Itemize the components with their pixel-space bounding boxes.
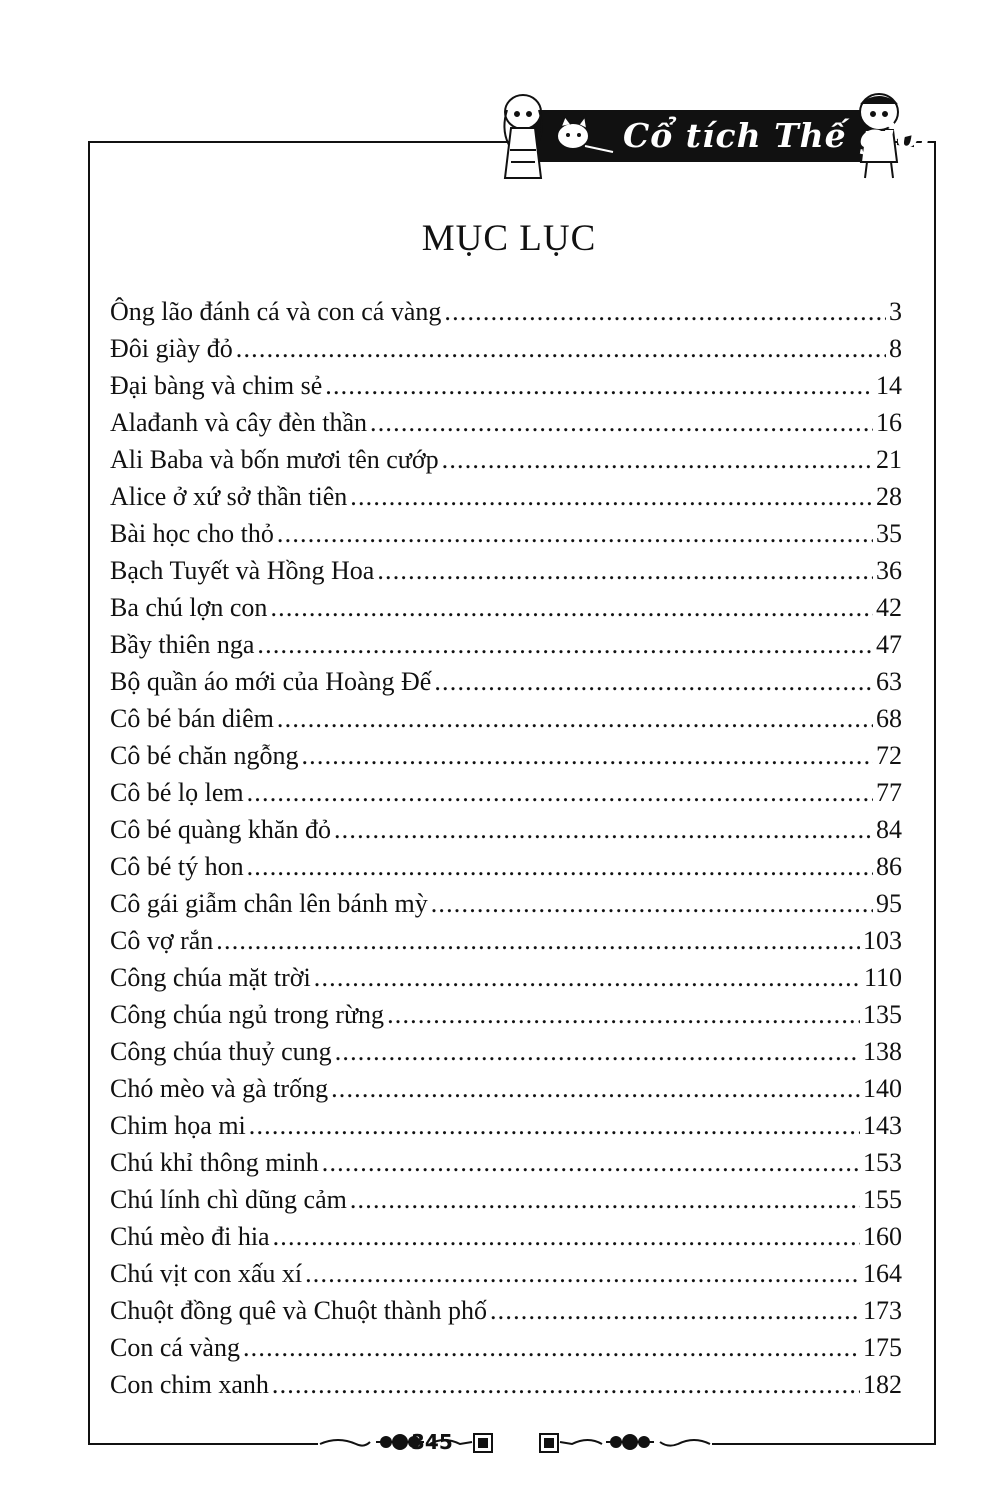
toc-entry-page: 103 bbox=[863, 926, 902, 955]
toc-dot-leader bbox=[387, 1000, 860, 1030]
toc-entry bbox=[110, 519, 902, 556]
toc-entry-page: 86 bbox=[876, 852, 902, 881]
toc-entry-page: 155 bbox=[863, 1185, 902, 1214]
toc-dot-leader bbox=[247, 852, 873, 882]
toc-entry-page: 28 bbox=[876, 482, 902, 511]
toc-entry bbox=[110, 408, 902, 445]
toc-entry bbox=[110, 445, 902, 482]
toc-entry-title: Chuột đồng quê và Chuột thành phố bbox=[110, 1296, 487, 1325]
toc-entry-title: Công chúa mặt trời bbox=[110, 963, 311, 992]
floral-ornament-icon bbox=[88, 1428, 936, 1458]
toc-entry-page: 16 bbox=[876, 408, 902, 437]
toc-dot-leader bbox=[305, 1259, 860, 1289]
toc-entry-title: Alađanh và cây đèn thần bbox=[110, 408, 368, 437]
toc-entry-page: 14 bbox=[876, 371, 902, 400]
toc-entry-page: 63 bbox=[876, 667, 902, 696]
toc-entry-title: Con cá vàng bbox=[110, 1333, 240, 1362]
toc-entry-title: Cô vợ rắn bbox=[110, 926, 214, 955]
toc-entry-title: Alice ở xứ sở thần tiên bbox=[110, 482, 348, 511]
toc-dot-leader bbox=[335, 1037, 860, 1067]
toc-entry-page: 135 bbox=[863, 1000, 902, 1029]
toc-entry-title: Chú khỉ thông minh bbox=[110, 1148, 319, 1177]
toc-dot-leader bbox=[277, 519, 873, 549]
toc-entry-title: Bộ quần áo mới của Hoàng Đế bbox=[110, 667, 432, 696]
toc-entry bbox=[110, 704, 902, 741]
toc-dot-leader bbox=[331, 1074, 860, 1104]
header-banner bbox=[495, 90, 934, 185]
toc-entry bbox=[110, 889, 902, 926]
toc-entry bbox=[110, 1185, 902, 1222]
toc-entry-page: 84 bbox=[876, 815, 902, 844]
toc-entry-page: 77 bbox=[876, 778, 902, 807]
toc-entry bbox=[110, 371, 902, 408]
banner-title: Cổ tích Thế giới bbox=[623, 116, 934, 155]
toc-entry-page: 21 bbox=[876, 445, 902, 474]
girl-figure-icon bbox=[504, 95, 541, 178]
toc-dot-leader bbox=[216, 926, 860, 956]
toc-entry bbox=[110, 630, 902, 667]
toc-dot-leader bbox=[434, 667, 873, 697]
toc-entry bbox=[110, 1370, 902, 1407]
toc-entry-title: Con chim xanh bbox=[110, 1370, 269, 1399]
toc-entry-page: 95 bbox=[876, 889, 902, 918]
toc-entry bbox=[110, 1074, 902, 1111]
toc-entry bbox=[110, 926, 902, 963]
toc-dot-leader bbox=[270, 593, 873, 623]
toc-entry-page: 72 bbox=[876, 741, 902, 770]
toc-entry-page: 47 bbox=[876, 630, 902, 659]
page-title: MỤC LỤC bbox=[421, 218, 597, 259]
toc-entry-title: Công chúa thuỷ cung bbox=[110, 1037, 332, 1066]
toc-entry-page: 35 bbox=[876, 519, 902, 548]
toc-entry bbox=[110, 667, 902, 704]
cat-figure-icon bbox=[557, 116, 613, 152]
toc-dot-leader bbox=[350, 482, 873, 512]
toc-dot-leader bbox=[236, 334, 886, 364]
toc-entry-page: 153 bbox=[863, 1148, 902, 1177]
toc-entry-title: Cô gái giẫm chân lên bánh mỳ bbox=[110, 889, 428, 918]
toc-entry-title: Đôi giày đỏ bbox=[110, 334, 233, 363]
page-footer bbox=[88, 1428, 936, 1458]
toc-dot-leader bbox=[273, 1222, 860, 1252]
toc-dot-leader bbox=[490, 1296, 860, 1326]
toc-entry-title: Ông lão đánh cá và con cá vàng bbox=[110, 297, 442, 326]
toc-entry-title: Chú mèo đi hia bbox=[110, 1222, 270, 1251]
toc-entry-title: Chú vịt con xấu xí bbox=[110, 1259, 303, 1288]
toc-dot-leader bbox=[249, 1111, 860, 1141]
toc-dot-leader bbox=[442, 445, 873, 475]
toc-entry bbox=[110, 556, 902, 593]
toc-dot-leader bbox=[247, 778, 873, 808]
toc-dot-leader bbox=[314, 963, 861, 993]
toc-entry-page: 138 bbox=[863, 1037, 902, 1066]
toc-entry-title: Cô bé chăn ngỗng bbox=[110, 741, 299, 770]
toc-entry-page: 175 bbox=[863, 1333, 902, 1362]
toc-entry bbox=[110, 297, 902, 334]
toc-entry bbox=[110, 815, 902, 852]
toc-entry bbox=[110, 1333, 902, 1370]
toc-entry-page: 143 bbox=[863, 1111, 902, 1140]
toc-dot-leader bbox=[243, 1333, 860, 1363]
toc-entry-page: 8 bbox=[889, 334, 902, 363]
toc-entry bbox=[110, 963, 902, 1000]
toc-entry-title: Chú lính chì dũng cảm bbox=[110, 1185, 347, 1214]
toc-entry bbox=[110, 1259, 902, 1296]
toc-dot-leader bbox=[370, 408, 873, 438]
toc-entry bbox=[110, 1148, 902, 1185]
toc-entry-title: Ba chú lợn con bbox=[110, 593, 268, 622]
toc-entry bbox=[110, 1296, 902, 1333]
toc-entry bbox=[110, 852, 902, 889]
toc-dot-leader bbox=[277, 704, 873, 734]
toc-entry-page: 173 bbox=[863, 1296, 902, 1325]
toc-entry-page: 68 bbox=[876, 704, 902, 733]
toc-entry-title: Cô bé quàng khăn đỏ bbox=[110, 815, 331, 844]
toc-dot-leader bbox=[325, 371, 873, 401]
toc-entry-page: 42 bbox=[876, 593, 902, 622]
toc-entry-page: 3 bbox=[889, 297, 902, 326]
toc-entry bbox=[110, 334, 902, 371]
toc-entry-page: 164 bbox=[863, 1259, 902, 1288]
toc-entry bbox=[110, 778, 902, 815]
toc-dot-leader bbox=[334, 815, 873, 845]
toc-dot-leader bbox=[257, 630, 873, 660]
toc-entry-page: 160 bbox=[863, 1222, 902, 1251]
toc-list bbox=[110, 297, 902, 1407]
toc-dot-leader bbox=[444, 297, 886, 327]
toc-entry-title: Công chúa ngủ trong rừng bbox=[110, 1000, 385, 1029]
toc-entry-title: Chim họa mi bbox=[110, 1111, 246, 1140]
toc-entry-title: Bài học cho thỏ bbox=[110, 519, 274, 548]
toc-entry bbox=[110, 1000, 902, 1037]
toc-dot-leader bbox=[272, 1370, 860, 1400]
toc-dot-leader bbox=[322, 1148, 860, 1178]
toc-entry bbox=[110, 1111, 902, 1148]
toc-entry-title: Cô bé bán diêm bbox=[110, 704, 274, 733]
toc-dot-leader bbox=[377, 556, 873, 586]
toc-entry bbox=[110, 1037, 902, 1074]
toc-entry-page: 36 bbox=[876, 556, 902, 585]
toc-entry-title: Bầy thiên nga bbox=[110, 630, 255, 659]
toc-entry-title: Đại bàng và chim sẻ bbox=[110, 371, 323, 400]
toc-entry-title: Bạch Tuyết và Hồng Hoa bbox=[110, 556, 375, 585]
toc-entry-title: Cô bé lọ lem bbox=[110, 778, 244, 807]
toc-entry bbox=[110, 482, 902, 519]
toc-entry bbox=[110, 741, 902, 778]
toc-entry-title: Cô bé tý hon bbox=[110, 852, 244, 881]
toc-dot-leader bbox=[350, 1185, 860, 1215]
page-number: 345 bbox=[411, 1430, 453, 1454]
toc-entry-page: 140 bbox=[863, 1074, 902, 1103]
toc-dot-leader bbox=[431, 889, 873, 919]
toc-dot-leader bbox=[301, 741, 873, 771]
toc-entry bbox=[110, 593, 902, 630]
toc-entry-title: Chó mèo và gà trống bbox=[110, 1074, 329, 1103]
toc-entry-title: Ali Baba và bốn mươi tên cướp bbox=[110, 445, 439, 474]
toc-entry-page: 110 bbox=[863, 963, 902, 992]
toc-entry-page: 182 bbox=[863, 1370, 902, 1399]
toc-entry bbox=[110, 1222, 902, 1259]
